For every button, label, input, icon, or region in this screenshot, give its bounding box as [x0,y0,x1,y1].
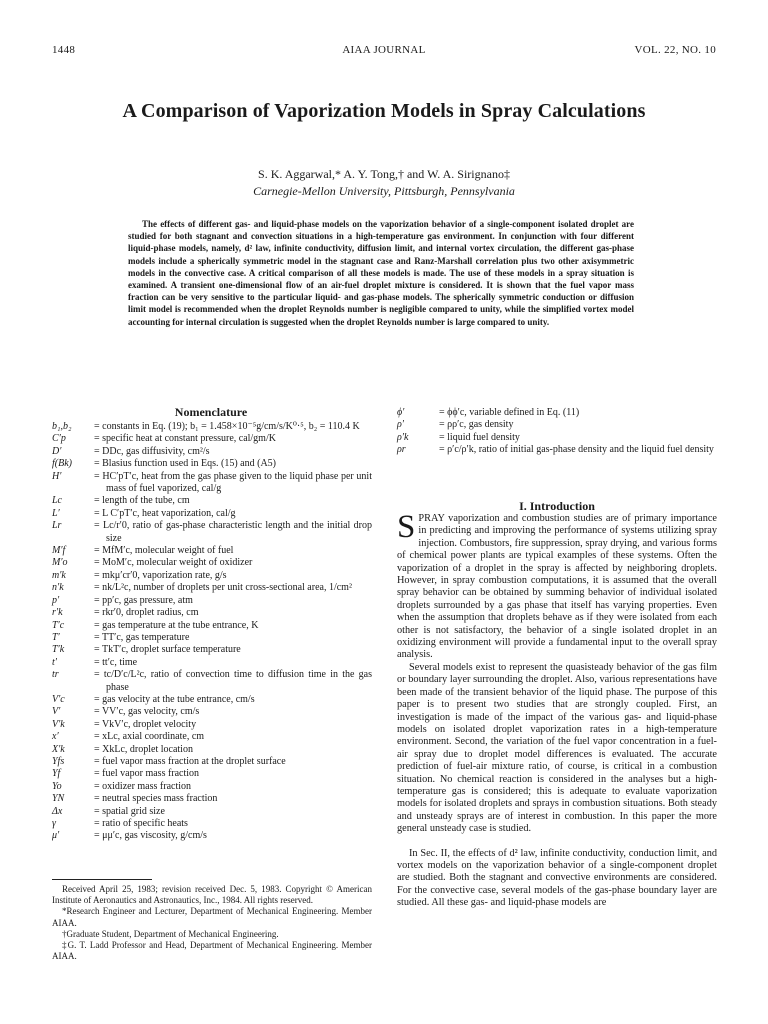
nomenclature-entry [52,694,372,706]
nomenclature-symbol: ρ′ [397,419,404,431]
nomenclature-symbol: ϕ′ [397,407,405,418]
nomenclature-definition: = TkT′c, droplet surface temperature [94,644,241,656]
nomenclature-definition: = ϕϕ′c, variable defined in Eq. (11) [439,407,580,418]
nomenclature-definition: = TT′c, gas temperature [94,631,190,643]
nomenclature-entry [52,446,372,458]
nomenclature-symbol: Yf [52,768,61,780]
footnotes [52,884,372,962]
nomenclature-entry [52,471,372,496]
nomenclature-symbol: μ′ [52,830,60,842]
footnote: †Graduate Student, Department of Mechanical Engineering. [62,928,279,939]
nomenclature-definition: = tt′c, time [94,656,138,668]
nomenclature-list-continued [397,407,717,457]
nomenclature-symbol: n′k [52,582,64,594]
authors: S. K. Aggarwal,* A. Y. Tong,† and W. A. Sirignano‡ [258,167,510,181]
nomenclature-entry [52,632,372,644]
nomenclature-symbol: Lc [52,495,62,507]
nomenclature-entry [52,818,372,830]
nomenclature-entry [52,830,372,842]
nomenclature-definition: = MoM′c, molecular weight of oxidizer [94,557,253,569]
nomenclature-definition: = mkμ′cr′0, vaporization rate, g/s [94,569,227,581]
nomenclature-symbol: L′ [52,507,60,519]
nomenclature-entry [52,421,372,433]
nomenclature-definition: = pp′c, gas pressure, atm [94,594,193,606]
nomenclature-definition: = MfM′c, molecular weight of fuel [94,545,234,557]
nomenclature-definition: = specific heat at constant pressure, cal/gm/K [94,433,276,445]
nomenclature-definition: = DDc, gas diffusivity, cm²/s [94,445,210,457]
drop-cap: S [397,509,416,545]
nomenclature-definition: = ratio of specific heats [94,818,188,829]
nomenclature-entry [52,545,372,557]
nomenclature-entry [52,806,372,818]
nomenclature-entry [52,781,372,793]
nomenclature-definition: = tc/D′c/L²c, ratio of convection time to diffusion time in the gas phase [94,669,372,693]
nomenclature-symbol: m′k [52,569,66,581]
intro-paragraph-3: In Sec. II, the effects of d² law, infinite conductivity, conduction limit, and vortex models on the vaporization behavior of a single-component droplet are studied. Both the stagnant and convective environments are considered. For the convective case, several models of the gas-phase boundary layer are studied. All these gas- and liquid-phase models are [397,847,717,909]
section-heading-introduction: I. Introduction [519,499,595,513]
nomenclature-definition: = rkr′0, droplet radius, cm [94,607,199,619]
page-number: 1448 [52,44,76,56]
nomenclature-entry [52,620,372,632]
nomenclature-symbol: X′k [52,743,65,755]
footnote-rule [52,879,152,880]
nomenclature-entry [52,557,372,569]
nomenclature-definition: = length of the tube, cm [94,495,190,507]
nomenclature-symbol: H′ [52,470,62,482]
volume-info: VOL. 22, NO. 10 [634,44,716,56]
footnote: Received April 25, 1983; revision received Dec. 5, 1983. Copyright © American Institute of Aeronautics and Astronautics, Inc., 1984. All rights reserved. [52,884,372,906]
footnote: *Research Engineer and Lecturer, Department of Mechanical Engineering. Member AIAA. [52,906,372,928]
nomenclature-entry [52,644,372,656]
nomenclature-symbol: M′o [52,557,68,569]
nomenclature-symbol: T′k [52,644,65,656]
nomenclature-definition: = gas velocity at the tube entrance, cm/s [94,693,255,705]
nomenclature-entry [52,570,372,582]
nomenclature-definition: = L C′pT′c, heat vaporization, cal/g [94,507,236,519]
nomenclature-entry [52,508,372,520]
nomenclature-symbol: Δx [52,805,63,817]
abstract: The effects of different gas- and liquid-phase models on the vaporization behavior of a single-component isolated droplet are studied for both stagnant and convection situations in a high-temperature gas environment. In conjunction with four different liquid-phase models, namely, d² law, infinite conductivity, diffusion limit, and internal vortex circulation, the different gas-phase models include a spherically symmetric model in the stagnant case and Ranz-Marshall correlation plus two other axisymmetric models in the convective case. A critical comparison of all these models is made. The use of these models in a spray situation is examined. A transient one-dimensional flow of an air-fuel droplet mixture is considered. It is shown that the fuel vapor mass fraction can be very sensitive to the particular liquid- and gas-phase models. The spherically symmetric conduction or diffusion limit model is recommended when the droplet Reynolds number is negligible compared to unity, while the simplified vortex model accounting for internal circulation is suggested when the droplet Reynolds number is large compared to unity. [128,219,634,327]
nomenclature-entry [52,595,372,607]
nomenclature-entry [52,433,372,445]
nomenclature-definition: = gas temperature at the tube entrance, K [94,619,259,631]
nomenclature-entry [397,444,717,456]
nomenclature-definition: = HC′pT′c, heat from the gas phase given to the liquid phase per unit mass of fuel vaporized, cal/g [94,470,372,495]
nomenclature-symbol: M′f [52,545,66,557]
nomenclature-symbol: V′c [52,693,65,705]
nomenclature-symbol: T′c [52,619,65,631]
nomenclature-symbol: γ [52,818,56,829]
nomenclature-definition: = neutral species mass fraction [94,793,218,805]
nomenclature-symbol: Yo [52,780,62,792]
nomenclature-symbol: C′p [52,433,66,445]
nomenclature-symbol: ρ′k [397,431,409,443]
nomenclature-symbol: f(Bk) [52,458,72,470]
nomenclature-symbol: ρr [397,444,406,456]
nomenclature-entry [52,520,372,545]
footnote: ‡G. T. Ladd Professor and Head, Department of Mechanical Engineering. Member AIAA. [52,940,372,962]
nomenclature-entry [52,768,372,780]
intro-paragraph-2: Several models exist to represent the quasisteady behavior of the gas film or boundary layer surrounding the droplet. Also, various representations have been made of the transient behavior of the liquid phase. The purpose of this paper is to present two studies that are strongly coupled. First, an investigation is made of the impact of the various gas- and liquid-phase models on isolated droplet vaporization rates in a high-temperature environment. Second, the variation of the fuel vapor concentration in a fuel-air spray due to droplet model differences is evaluated. The accurate prediction of fuel-air mixture ratio, of course, is critical in a combustion situation. No chemical reaction is considered in the analyses but a high-temperature gas is considered; this is adequate to evaluate vaporization models for isolated droplets and sprays in combustion situations. Both steady and unsteady sprays are of interest in combustion. In this paper the more general unsteady case is studied. [397,661,717,835]
affiliation: Carnegie-Mellon University, Pittsburgh, Pennsylvania [253,184,515,198]
nomenclature-definition: = ρρ′c, gas density [439,419,514,431]
nomenclature-definition: = VkV′c, droplet velocity [94,718,197,730]
nomenclature-entry [52,669,372,694]
nomenclature-definition: = Lc/r′0, ratio of gas-phase characteristic length and the initial drop size [94,520,372,544]
nomenclature-entry [52,495,372,507]
nomenclature-symbol: t′ [52,656,57,668]
nomenclature-symbol: x′ [52,731,59,743]
nomenclature-entry [52,657,372,669]
nomenclature-list [52,421,372,843]
nomenclature-definition: = Blasius function used in Eqs. (15) and (A5) [94,458,277,470]
nomenclature-definition: = oxidizer mass fraction [94,780,191,792]
nomenclature-symbol: YN [52,793,65,805]
nomenclature-definition: = spatial grid size [94,805,165,817]
nomenclature-entry [52,582,372,594]
nomenclature-entry [52,793,372,805]
nomenclature-symbol: D′ [52,445,62,457]
paper-title: A Comparison of Vaporization Models in Spray Calculations [122,100,646,122]
intro-paragraph-1 [397,509,717,662]
nomenclature-entry [52,719,372,731]
nomenclature-symbol: T′ [52,631,60,643]
nomenclature-symbol: r′k [52,607,63,619]
nomenclature-symbol: V′ [52,706,61,718]
nomenclature-definition: = liquid fuel density [439,431,520,443]
intro-paragraph-1-text: PRAY vaporization and combustion studies are of primary importance in predicting and improving the performance of systems utilizing spray injection. Combustors, fire suppression, spray drying, and various forms of chemical power plants are typical examples of these systems. Often the vaporization of a droplet in the spray is affected by neighboring droplets. However, in spray combustion computations, it is assumed that the overall spray behavior can be obtained by summing behavior of individual isolated droplets surrounded by a gas phase that itself has varying properties. Even when the assumption that droplets behave as if they were isolated from each other is not satisfactory, the behavior of a single isolated droplet in an oxidizing environment will provide a fundamental input to the overall spray analysis. [397,513,717,661]
nomenclature-symbol: tr [52,669,59,681]
nomenclature-definition: = ρ′c/ρ′k, ratio of initial gas-phase density and the liquid fuel density [439,444,714,456]
nomenclature-definition: = μμ′c, gas viscosity, g/cm/s [94,830,207,842]
nomenclature-symbol: V′k [52,718,65,730]
nomenclature-entry [397,432,717,444]
nomenclature-entry [52,756,372,768]
nomenclature-definition: = VV′c, gas velocity, cm/s [94,706,200,718]
introduction-body [397,509,717,910]
nomenclature-entry [52,607,372,619]
journal-name: AIAA JOURNAL [342,44,426,56]
nomenclature-heading: Nomenclature [174,405,248,419]
nomenclature-entry [397,419,717,431]
nomenclature-symbol: Lr [52,520,62,532]
nomenclature-symbol: b₁,b₂ [52,421,72,432]
nomenclature-definition: = xLc, axial coordinate, cm [94,731,205,743]
nomenclature-entry [52,731,372,743]
nomenclature-entry [52,744,372,756]
nomenclature-definition: = constants in Eq. (19); b₁ = 1.458×10⁻⁵g/cm/s/K⁰·⁵, b₂ = 110.4 K [94,421,360,432]
nomenclature-entry [52,706,372,718]
nomenclature-entry [52,458,372,470]
nomenclature-symbol: p′ [52,594,60,606]
nomenclature-definition: = nk/L²c, number of droplets per unit cross-sectional area, 1/cm² [94,582,352,594]
nomenclature-definition: = XkLc, droplet location [94,743,193,755]
nomenclature-definition: = fuel vapor mass fraction [94,768,200,780]
nomenclature-definition: = fuel vapor mass fraction at the droplet surface [94,755,286,767]
nomenclature-symbol: Yfs [52,755,65,767]
nomenclature-entry [397,407,717,419]
